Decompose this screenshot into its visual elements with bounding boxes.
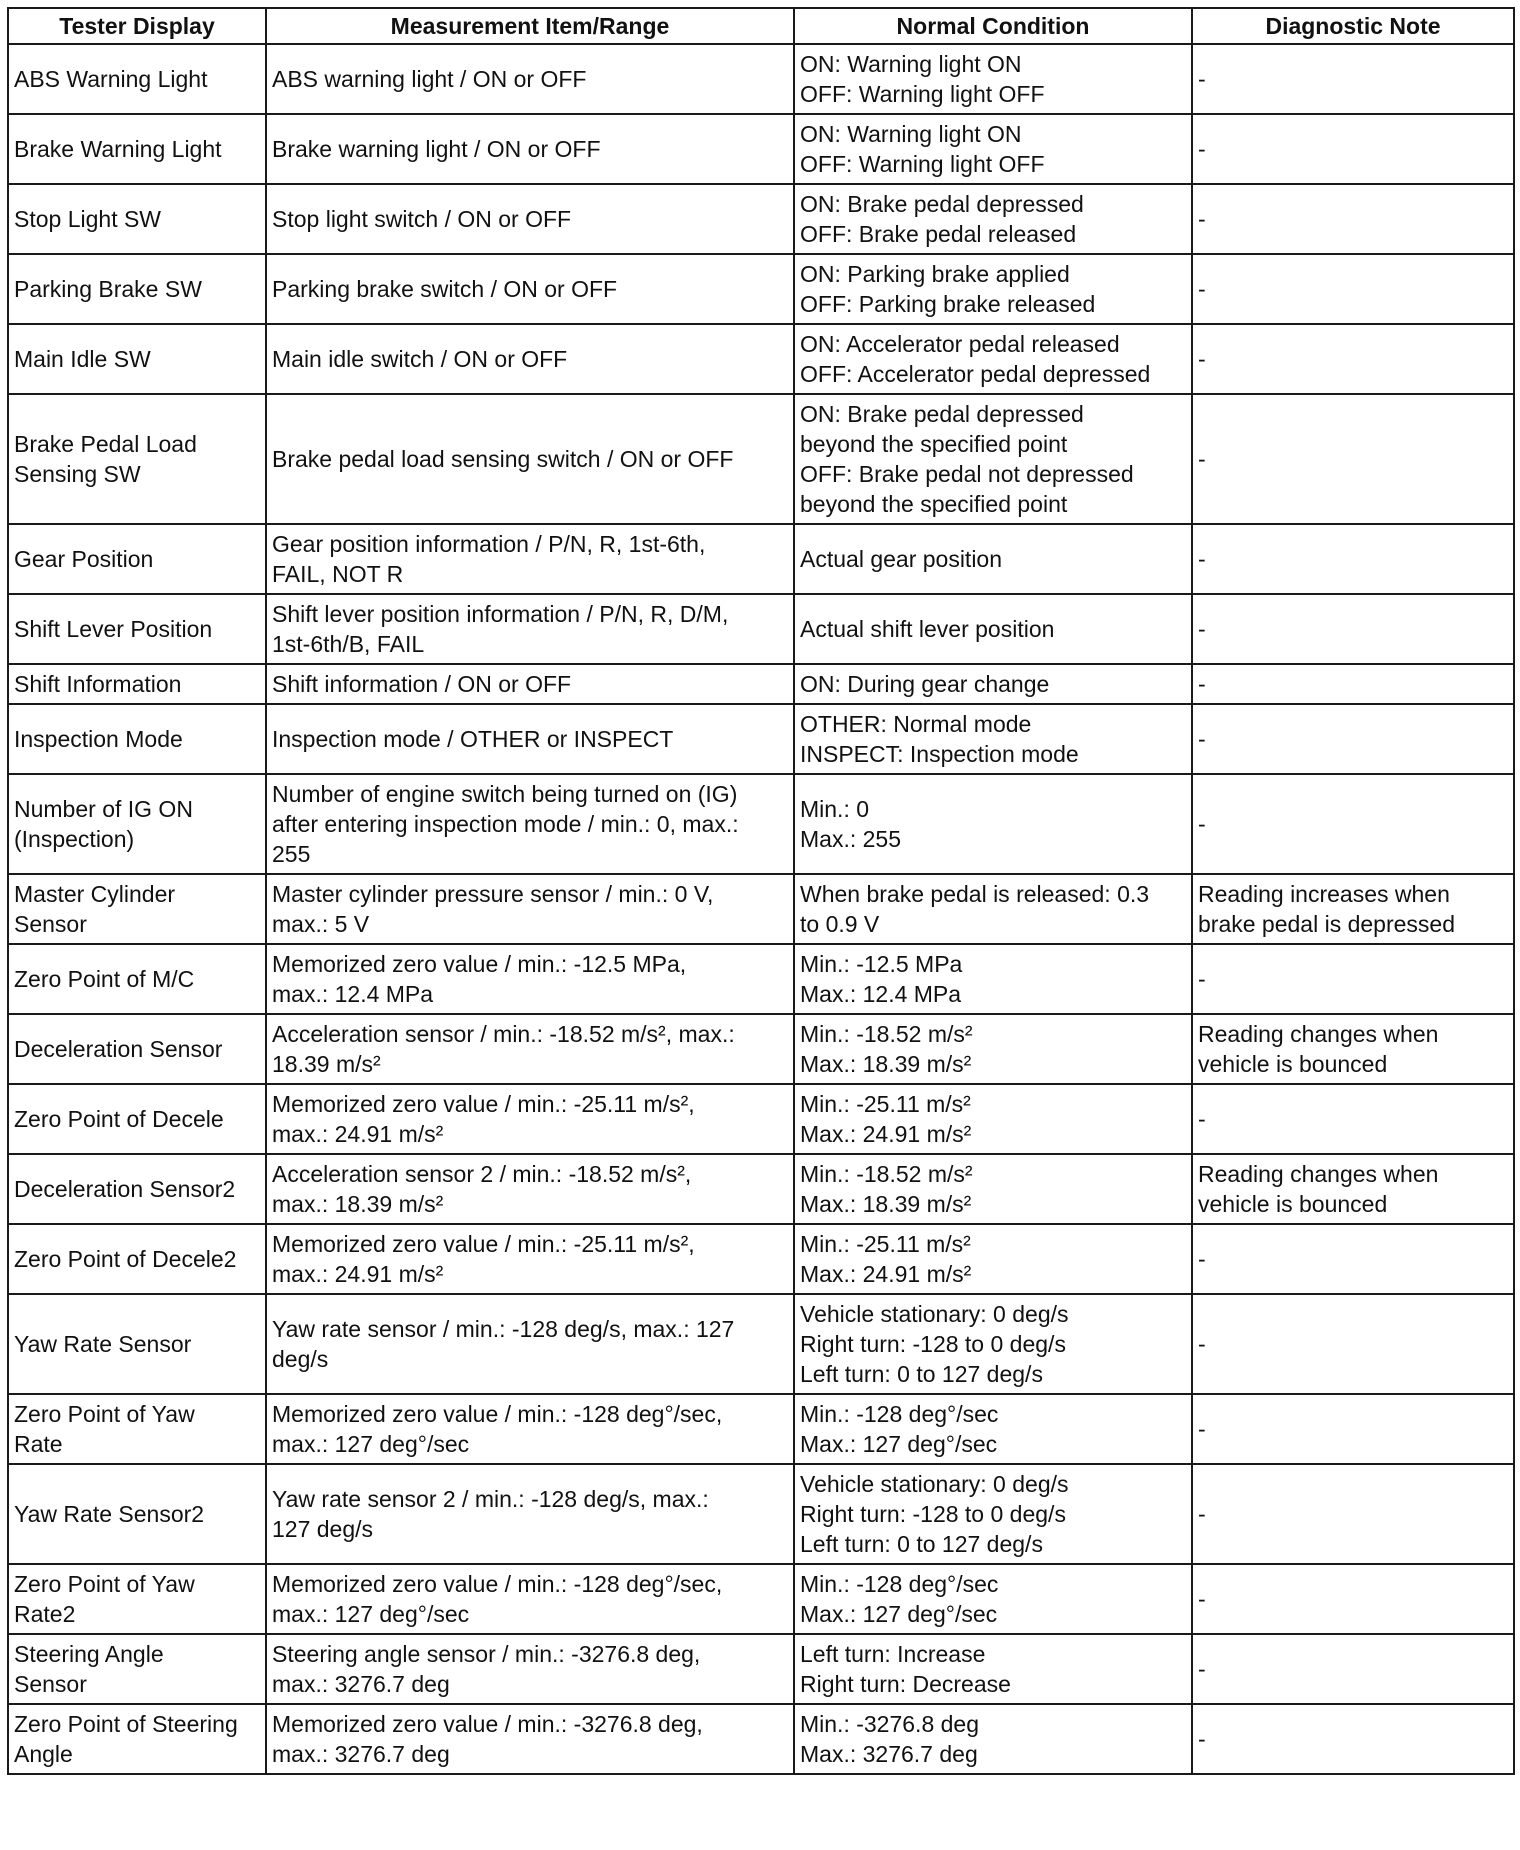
cell-tester-display-text: Zero Point of Yaw Rate — [14, 1401, 195, 1457]
cell-tester-display — [8, 1394, 266, 1464]
cell-tester-display — [8, 1014, 266, 1084]
cell-diagnostic-note-text: - — [1198, 136, 1206, 162]
cell-measurement — [266, 44, 794, 114]
cell-measurement-text: Steering angle sensor / min.: -3276.8 deg, max.: 3276.7 deg — [272, 1641, 701, 1697]
cell-tester-display-text: Zero Point of Decele2 — [14, 1246, 237, 1272]
cell-diagnostic-note-text: Reading changes when vehicle is bounced — [1198, 1021, 1439, 1077]
cell-diagnostic-note-text: - — [1198, 671, 1206, 697]
cell-diagnostic-note — [1192, 1634, 1514, 1704]
cell-diagnostic-note — [1192, 254, 1514, 324]
header-measurement-item: Measurement Item/Range — [266, 8, 794, 44]
cell-diagnostic-note — [1192, 1014, 1514, 1084]
table-row — [8, 44, 1514, 114]
cell-measurement — [266, 594, 794, 664]
cell-tester-display — [8, 524, 266, 594]
cell-normal-condition — [794, 1394, 1192, 1464]
cell-tester-display-text: Main Idle SW — [14, 346, 151, 372]
cell-normal-condition — [794, 1154, 1192, 1224]
table-row — [8, 1464, 1514, 1564]
cell-diagnostic-note — [1192, 874, 1514, 944]
cell-measurement-text: Acceleration sensor 2 / min.: -18.52 m/s², max.: 18.39 m/s² — [272, 1161, 692, 1217]
cell-measurement-text: Shift lever position information / P/N, R, D/M, 1st-6th/B, FAIL — [272, 601, 729, 657]
cell-diagnostic-note — [1192, 1224, 1514, 1294]
cell-diagnostic-note-text: - — [1198, 66, 1206, 92]
cell-normal-condition-text: OTHER: Normal mode INSPECT: Inspection mode — [800, 711, 1079, 767]
cell-tester-display-text: Zero Point of Steering Angle — [14, 1711, 238, 1767]
cell-diagnostic-note — [1192, 1084, 1514, 1154]
cell-normal-condition-text: ON: Accelerator pedal released OFF: Accelerator pedal depressed — [800, 331, 1151, 387]
cell-diagnostic-note — [1192, 1394, 1514, 1464]
cell-normal-condition — [794, 1564, 1192, 1634]
cell-tester-display-text: Brake Warning Light — [14, 136, 222, 162]
cell-tester-display — [8, 1564, 266, 1634]
cell-measurement — [266, 1464, 794, 1564]
cell-normal-condition-text: Left turn: Increase Right turn: Decrease — [800, 1641, 1011, 1697]
table-row — [8, 1154, 1514, 1224]
table-row — [8, 394, 1514, 524]
cell-normal-condition-text: ON: During gear change — [800, 671, 1050, 697]
cell-normal-condition — [794, 1014, 1192, 1084]
cell-normal-condition-text: Actual gear position — [800, 546, 1003, 572]
cell-measurement-text: Parking brake switch / ON or OFF — [272, 276, 618, 302]
cell-diagnostic-note-text: - — [1198, 811, 1206, 837]
cell-normal-condition — [794, 114, 1192, 184]
cell-normal-condition — [794, 324, 1192, 394]
table-row — [8, 704, 1514, 774]
header-diagnostic-note: Diagnostic Note — [1192, 8, 1514, 44]
cell-diagnostic-note-text: - — [1198, 206, 1206, 232]
cell-tester-display-text: Yaw Rate Sensor2 — [14, 1501, 205, 1527]
cell-tester-display — [8, 774, 266, 874]
cell-normal-condition — [794, 1464, 1192, 1564]
cell-diagnostic-note — [1192, 324, 1514, 394]
cell-measurement — [266, 1294, 794, 1394]
cell-normal-condition-text: Min.: -12.5 MPa Max.: 12.4 MPa — [800, 951, 963, 1007]
cell-diagnostic-note-text: - — [1198, 1331, 1206, 1357]
table-row — [8, 524, 1514, 594]
cell-measurement — [266, 524, 794, 594]
cell-diagnostic-note — [1192, 394, 1514, 524]
cell-measurement — [266, 324, 794, 394]
table-body — [8, 44, 1514, 1774]
cell-diagnostic-note — [1192, 524, 1514, 594]
cell-tester-display — [8, 1084, 266, 1154]
cell-tester-display — [8, 1464, 266, 1564]
cell-normal-condition — [794, 664, 1192, 704]
cell-tester-display — [8, 394, 266, 524]
cell-measurement — [266, 1224, 794, 1294]
cell-diagnostic-note-text: - — [1198, 1656, 1206, 1682]
cell-measurement — [266, 254, 794, 324]
cell-normal-condition-text: Min.: -18.52 m/s² Max.: 18.39 m/s² — [800, 1021, 973, 1077]
cell-tester-display-text: Inspection Mode — [14, 726, 183, 752]
cell-measurement — [266, 1154, 794, 1224]
cell-diagnostic-note-text: - — [1198, 1246, 1206, 1272]
cell-diagnostic-note — [1192, 594, 1514, 664]
cell-tester-display-text: Zero Point of Yaw Rate2 — [14, 1571, 195, 1627]
cell-tester-display — [8, 1154, 266, 1224]
cell-tester-display-text: ABS Warning Light — [14, 66, 208, 92]
table-row — [8, 254, 1514, 324]
table-row — [8, 184, 1514, 254]
cell-normal-condition — [794, 524, 1192, 594]
cell-tester-display — [8, 944, 266, 1014]
cell-diagnostic-note-text: - — [1198, 616, 1206, 642]
table-row — [8, 1014, 1514, 1084]
cell-measurement-text: Main idle switch / ON or OFF — [272, 346, 568, 372]
cell-normal-condition — [794, 1634, 1192, 1704]
cell-tester-display-text: Steering Angle Sensor — [14, 1641, 164, 1697]
cell-tester-display-text: Parking Brake SW — [14, 276, 202, 302]
cell-measurement-text: Inspection mode / OTHER or INSPECT — [272, 726, 674, 752]
header-normal-condition: Normal Condition — [794, 8, 1192, 44]
cell-normal-condition-text: Min.: -25.11 m/s² Max.: 24.91 m/s² — [800, 1231, 972, 1287]
cell-measurement — [266, 1564, 794, 1634]
cell-tester-display — [8, 874, 266, 944]
cell-normal-condition — [794, 254, 1192, 324]
cell-tester-display-text: Zero Point of M/C — [14, 966, 195, 992]
cell-normal-condition — [794, 44, 1192, 114]
cell-normal-condition-text: ON: Brake pedal depressed beyond the specified point OFF: Brake pedal not depressed beyond the specified point — [800, 401, 1134, 517]
cell-diagnostic-note — [1192, 1464, 1514, 1564]
cell-measurement — [266, 1014, 794, 1084]
cell-measurement-text: Memorized zero value / min.: -12.5 MPa, max.: 12.4 MPa — [272, 951, 687, 1007]
table-row — [8, 664, 1514, 704]
cell-tester-display — [8, 1224, 266, 1294]
cell-tester-display-text: Number of IG ON (Inspection) — [14, 796, 193, 852]
cell-normal-condition-text: When brake pedal is released: 0.3 to 0.9 V — [800, 881, 1150, 937]
cell-measurement-text: Memorized zero value / min.: -25.11 m/s², max.: 24.91 m/s² — [272, 1091, 695, 1147]
table-row — [8, 774, 1514, 874]
table-row — [8, 1294, 1514, 1394]
cell-diagnostic-note-text: Reading increases when brake pedal is depressed — [1198, 881, 1455, 937]
cell-normal-condition — [794, 774, 1192, 874]
cell-measurement-text: Brake pedal load sensing switch / ON or OFF — [272, 446, 734, 472]
cell-tester-display-text: Stop Light SW — [14, 206, 162, 232]
table-row — [8, 1224, 1514, 1294]
cell-measurement — [266, 114, 794, 184]
tester-data-table — [7, 7, 1515, 1775]
cell-diagnostic-note — [1192, 1154, 1514, 1224]
cell-tester-display-text: Deceleration Sensor2 — [14, 1176, 236, 1202]
table-row — [8, 1634, 1514, 1704]
cell-normal-condition — [794, 1224, 1192, 1294]
cell-tester-display-text: Deceleration Sensor — [14, 1036, 223, 1062]
spec-table-container — [7, 7, 1515, 1775]
cell-measurement — [266, 184, 794, 254]
cell-tester-display-text: Master Cylinder Sensor — [14, 881, 176, 937]
cell-measurement — [266, 1084, 794, 1154]
cell-measurement — [266, 704, 794, 774]
cell-diagnostic-note — [1192, 114, 1514, 184]
table-row — [8, 594, 1514, 664]
cell-normal-condition-text: Min.: -128 deg°/sec Max.: 127 deg°/sec — [800, 1401, 999, 1457]
cell-tester-display — [8, 594, 266, 664]
cell-diagnostic-note-text: - — [1198, 1106, 1206, 1132]
cell-tester-display — [8, 114, 266, 184]
cell-tester-display — [8, 324, 266, 394]
cell-normal-condition — [794, 1704, 1192, 1774]
cell-diagnostic-note-text: - — [1198, 446, 1206, 472]
cell-normal-condition — [794, 394, 1192, 524]
cell-measurement — [266, 394, 794, 524]
cell-normal-condition-text: Min.: 0 Max.: 255 — [800, 796, 901, 852]
cell-measurement — [266, 774, 794, 874]
cell-tester-display — [8, 1704, 266, 1774]
cell-diagnostic-note-text: Reading changes when vehicle is bounced — [1198, 1161, 1439, 1217]
cell-tester-display-text: Shift Information — [14, 671, 182, 697]
cell-diagnostic-note — [1192, 184, 1514, 254]
cell-normal-condition-text: Vehicle stationary: 0 deg/s Right turn: -128 to 0 deg/s Left turn: 0 to 127 deg/s — [800, 1471, 1069, 1557]
cell-normal-condition-text: ON: Warning light ON OFF: Warning light OFF — [800, 121, 1045, 177]
cell-tester-display-text: Gear Position — [14, 546, 154, 572]
cell-measurement-text: Gear position information / P/N, R, 1st-6th, FAIL, NOT R — [272, 531, 706, 587]
cell-diagnostic-note-text: - — [1198, 726, 1206, 752]
cell-measurement-text: ABS warning light / ON or OFF — [272, 66, 587, 92]
cell-normal-condition-text: Min.: -25.11 m/s² Max.: 24.91 m/s² — [800, 1091, 972, 1147]
cell-measurement-text: Yaw rate sensor / min.: -128 deg/s, max.: 127 deg/s — [272, 1316, 735, 1372]
cell-normal-condition — [794, 594, 1192, 664]
cell-normal-condition-text: Min.: -18.52 m/s² Max.: 18.39 m/s² — [800, 1161, 973, 1217]
cell-normal-condition-text: Min.: -128 deg°/sec Max.: 127 deg°/sec — [800, 1571, 999, 1627]
cell-normal-condition-text: Vehicle stationary: 0 deg/s Right turn: -128 to 0 deg/s Left turn: 0 to 127 deg/s — [800, 1301, 1069, 1387]
table-row — [8, 944, 1514, 1014]
cell-normal-condition-text: Min.: -3276.8 deg Max.: 3276.7 deg — [800, 1711, 980, 1767]
table-header — [8, 8, 1514, 44]
table-row — [8, 114, 1514, 184]
cell-normal-condition-text: ON: Warning light ON OFF: Warning light OFF — [800, 51, 1045, 107]
cell-measurement — [266, 944, 794, 1014]
cell-diagnostic-note-text: - — [1198, 1416, 1206, 1442]
cell-diagnostic-note — [1192, 1564, 1514, 1634]
cell-measurement-text: Shift information / ON or OFF — [272, 671, 572, 697]
cell-tester-display — [8, 704, 266, 774]
cell-measurement-text: Stop light switch / ON or OFF — [272, 206, 572, 232]
cell-diagnostic-note — [1192, 1704, 1514, 1774]
cell-measurement-text: Memorized zero value / min.: -3276.8 deg, max.: 3276.7 deg — [272, 1711, 703, 1767]
cell-measurement — [266, 1704, 794, 1774]
cell-normal-condition — [794, 874, 1192, 944]
cell-diagnostic-note-text: - — [1198, 546, 1206, 572]
cell-diagnostic-note — [1192, 704, 1514, 774]
cell-measurement-text: Yaw rate sensor 2 / min.: -128 deg/s, max.: 127 deg/s — [272, 1486, 709, 1542]
cell-tester-display — [8, 1634, 266, 1704]
cell-diagnostic-note-text: - — [1198, 1726, 1206, 1752]
cell-diagnostic-note-text: - — [1198, 1501, 1206, 1527]
cell-diagnostic-note — [1192, 774, 1514, 874]
cell-normal-condition — [794, 944, 1192, 1014]
cell-measurement-text: Memorized zero value / min.: -128 deg°/sec, max.: 127 deg°/sec — [272, 1571, 723, 1627]
cell-diagnostic-note — [1192, 664, 1514, 704]
cell-measurement-text: Number of engine switch being turned on (IG) after entering inspection mode / min.: 0, max.: 255 — [272, 781, 739, 867]
table-row — [8, 874, 1514, 944]
table-row — [8, 1084, 1514, 1154]
cell-tester-display-text: Brake Pedal Load Sensing SW — [14, 431, 197, 487]
cell-measurement-text: Brake warning light / ON or OFF — [272, 136, 601, 162]
cell-measurement — [266, 1634, 794, 1704]
table-row — [8, 1394, 1514, 1464]
cell-normal-condition-text: ON: Parking brake applied OFF: Parking brake released — [800, 261, 1096, 317]
cell-tester-display-text: Zero Point of Decele — [14, 1106, 224, 1132]
cell-normal-condition — [794, 704, 1192, 774]
cell-tester-display — [8, 664, 266, 704]
cell-normal-condition — [794, 1084, 1192, 1154]
cell-tester-display — [8, 184, 266, 254]
header-row — [8, 8, 1514, 44]
cell-diagnostic-note-text: - — [1198, 966, 1206, 992]
cell-measurement — [266, 1394, 794, 1464]
cell-tester-display — [8, 254, 266, 324]
cell-tester-display — [8, 1294, 266, 1394]
cell-normal-condition-text: ON: Brake pedal depressed OFF: Brake pedal released — [800, 191, 1084, 247]
cell-tester-display-text: Shift Lever Position — [14, 616, 213, 642]
cell-measurement — [266, 874, 794, 944]
cell-normal-condition-text: Actual shift lever position — [800, 616, 1055, 642]
cell-diagnostic-note — [1192, 944, 1514, 1014]
cell-diagnostic-note-text: - — [1198, 1586, 1206, 1612]
cell-measurement-text: Memorized zero value / min.: -25.11 m/s², max.: 24.91 m/s² — [272, 1231, 695, 1287]
cell-measurement — [266, 664, 794, 704]
cell-diagnostic-note-text: - — [1198, 346, 1206, 372]
table-row — [8, 324, 1514, 394]
cell-tester-display — [8, 44, 266, 114]
table-row — [8, 1704, 1514, 1774]
cell-measurement-text: Acceleration sensor / min.: -18.52 m/s², max.: 18.39 m/s² — [272, 1021, 735, 1077]
cell-tester-display-text: Yaw Rate Sensor — [14, 1331, 192, 1357]
cell-diagnostic-note — [1192, 44, 1514, 114]
cell-measurement-text: Memorized zero value / min.: -128 deg°/sec, max.: 127 deg°/sec — [272, 1401, 723, 1457]
cell-normal-condition — [794, 184, 1192, 254]
cell-measurement-text: Master cylinder pressure sensor / min.: 0 V, max.: 5 V — [272, 881, 714, 937]
cell-normal-condition — [794, 1294, 1192, 1394]
cell-diagnostic-note-text: - — [1198, 276, 1206, 302]
cell-diagnostic-note — [1192, 1294, 1514, 1394]
table-row — [8, 1564, 1514, 1634]
header-tester-display: Tester Display — [8, 8, 266, 44]
